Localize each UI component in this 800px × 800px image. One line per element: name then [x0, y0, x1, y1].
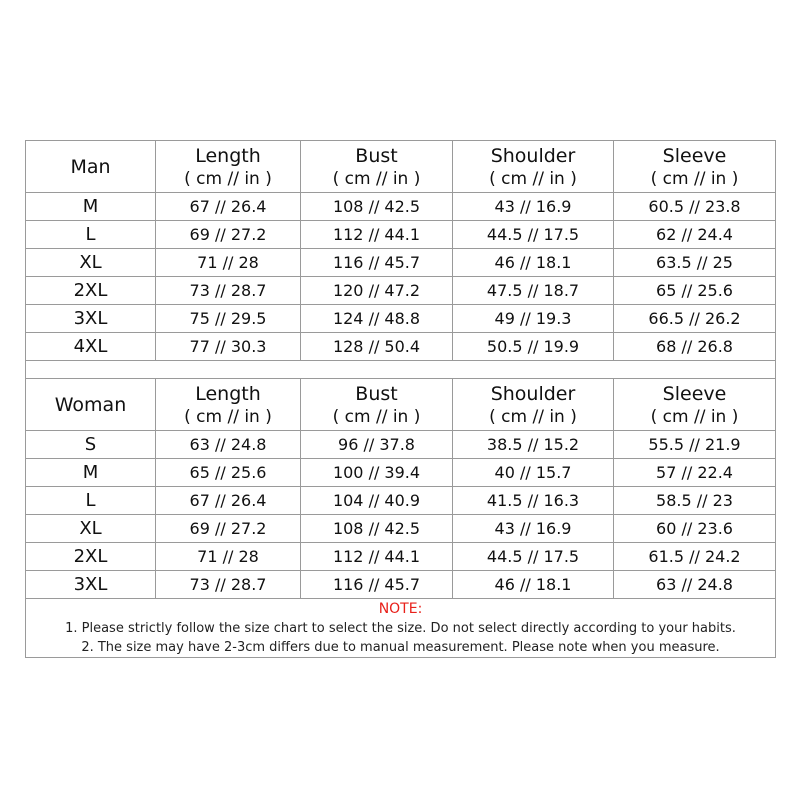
bust-cell: 112 // 44.1	[301, 221, 453, 249]
length-cell: 71 // 28	[156, 249, 301, 277]
column-title: Bust	[355, 382, 398, 405]
length-cell: 67 // 26.4	[156, 193, 301, 221]
column-unit: ( cm // in )	[650, 406, 739, 427]
bust-cell: 128 // 50.4	[301, 333, 453, 361]
shoulder-cell: 44.5 // 17.5	[453, 221, 614, 249]
table-row	[26, 459, 776, 487]
table-row	[26, 305, 776, 333]
table-row	[26, 193, 776, 221]
length-cell: 75 // 29.5	[156, 305, 301, 333]
column-title: Sleeve	[662, 382, 727, 405]
shoulder-cell: 40 // 15.7	[453, 459, 614, 487]
sleeve-cell: 55.5 // 21.9	[614, 431, 776, 459]
length-cell: 69 // 27.2	[156, 515, 301, 543]
table-row	[26, 431, 776, 459]
column-unit: ( cm // in )	[184, 406, 272, 427]
sleeve-cell: 66.5 // 26.2	[614, 305, 776, 333]
column-unit: ( cm // in )	[489, 406, 577, 427]
bust-cell: 116 // 45.7	[301, 571, 453, 599]
sleeve-cell: 63.5 // 25	[614, 249, 776, 277]
note-line-1: 1. Please strictly follow the size chart to select the size. Do not select directly according to your habits.	[65, 620, 736, 636]
section-divider	[26, 361, 776, 379]
column-title: Length	[195, 382, 261, 405]
table-row	[26, 571, 776, 599]
shoulder-cell: 46 // 18.1	[453, 571, 614, 599]
shoulder-cell: 49 // 19.3	[453, 305, 614, 333]
size-cell: M	[26, 459, 156, 487]
column-unit: ( cm // in )	[184, 168, 272, 189]
sleeve-cell: 60 // 23.6	[614, 515, 776, 543]
size-cell: M	[26, 193, 156, 221]
divider-cell	[26, 361, 776, 379]
table-row	[26, 515, 776, 543]
length-cell: 77 // 30.3	[156, 333, 301, 361]
table-row	[26, 221, 776, 249]
shoulder-cell: 43 // 16.9	[453, 193, 614, 221]
sleeve-cell: 65 // 25.6	[614, 277, 776, 305]
bust-cell: 116 // 45.7	[301, 249, 453, 277]
length-cell: 71 // 28	[156, 543, 301, 571]
bust-cell: 124 // 48.8	[301, 305, 453, 333]
note-row	[26, 599, 776, 658]
men-header-shoulder	[453, 141, 614, 193]
length-cell: 69 // 27.2	[156, 221, 301, 249]
length-cell: 67 // 26.4	[156, 487, 301, 515]
men-header-bust	[301, 141, 453, 193]
shoulder-cell: 50.5 // 19.9	[453, 333, 614, 361]
note-cell	[26, 599, 776, 658]
length-cell: 73 // 28.7	[156, 571, 301, 599]
table-row	[26, 249, 776, 277]
size-cell: 3XL	[26, 305, 156, 333]
size-cell: 4XL	[26, 333, 156, 361]
women-header-length	[156, 379, 301, 431]
size-cell: L	[26, 221, 156, 249]
sleeve-cell: 68 // 26.8	[614, 333, 776, 361]
size-chart-table	[25, 140, 776, 658]
note-title: NOTE:	[378, 600, 423, 617]
note-line-2: 2. The size may have 2-3cm differs due to manual measurement. Please note when you measure.	[81, 639, 720, 655]
bust-cell: 112 // 44.1	[301, 543, 453, 571]
column-unit: ( cm // in )	[332, 168, 421, 189]
table-row	[26, 277, 776, 305]
column-title: Shoulder	[490, 382, 576, 405]
bust-cell: 100 // 39.4	[301, 459, 453, 487]
column-title: Length	[195, 144, 261, 167]
length-cell: 65 // 25.6	[156, 459, 301, 487]
bust-cell: 120 // 47.2	[301, 277, 453, 305]
men-header-row	[26, 141, 776, 193]
men-group-label: Man	[26, 141, 156, 193]
table-row	[26, 543, 776, 571]
size-cell: S	[26, 431, 156, 459]
shoulder-cell: 38.5 // 15.2	[453, 431, 614, 459]
shoulder-cell: 41.5 // 16.3	[453, 487, 614, 515]
length-cell: 73 // 28.7	[156, 277, 301, 305]
size-cell: XL	[26, 515, 156, 543]
sleeve-cell: 57 // 22.4	[614, 459, 776, 487]
size-cell: L	[26, 487, 156, 515]
column-unit: ( cm // in )	[650, 168, 739, 189]
column-title: Sleeve	[662, 144, 727, 167]
table-row	[26, 487, 776, 515]
shoulder-cell: 44.5 // 17.5	[453, 543, 614, 571]
sleeve-cell: 60.5 // 23.8	[614, 193, 776, 221]
bust-cell: 108 // 42.5	[301, 515, 453, 543]
size-cell: 3XL	[26, 571, 156, 599]
shoulder-cell: 47.5 // 18.7	[453, 277, 614, 305]
sleeve-cell: 61.5 // 24.2	[614, 543, 776, 571]
bust-cell: 96 // 37.8	[301, 431, 453, 459]
length-cell: 63 // 24.8	[156, 431, 301, 459]
sleeve-cell: 62 // 24.4	[614, 221, 776, 249]
shoulder-cell: 43 // 16.9	[453, 515, 614, 543]
column-unit: ( cm // in )	[332, 406, 421, 427]
women-header-sleeve	[614, 379, 776, 431]
men-header-length	[156, 141, 301, 193]
shoulder-cell: 46 // 18.1	[453, 249, 614, 277]
size-cell: 2XL	[26, 277, 156, 305]
sleeve-cell: 63 // 24.8	[614, 571, 776, 599]
size-cell: XL	[26, 249, 156, 277]
women-header-row	[26, 379, 776, 431]
size-cell: 2XL	[26, 543, 156, 571]
men-header-sleeve	[614, 141, 776, 193]
women-header-bust	[301, 379, 453, 431]
bust-cell: 104 // 40.9	[301, 487, 453, 515]
bust-cell: 108 // 42.5	[301, 193, 453, 221]
column-unit: ( cm // in )	[489, 168, 577, 189]
column-title: Shoulder	[490, 144, 576, 167]
column-title: Bust	[355, 144, 398, 167]
sleeve-cell: 58.5 // 23	[614, 487, 776, 515]
table-row	[26, 333, 776, 361]
women-group-label: Woman	[26, 379, 156, 431]
women-header-shoulder	[453, 379, 614, 431]
